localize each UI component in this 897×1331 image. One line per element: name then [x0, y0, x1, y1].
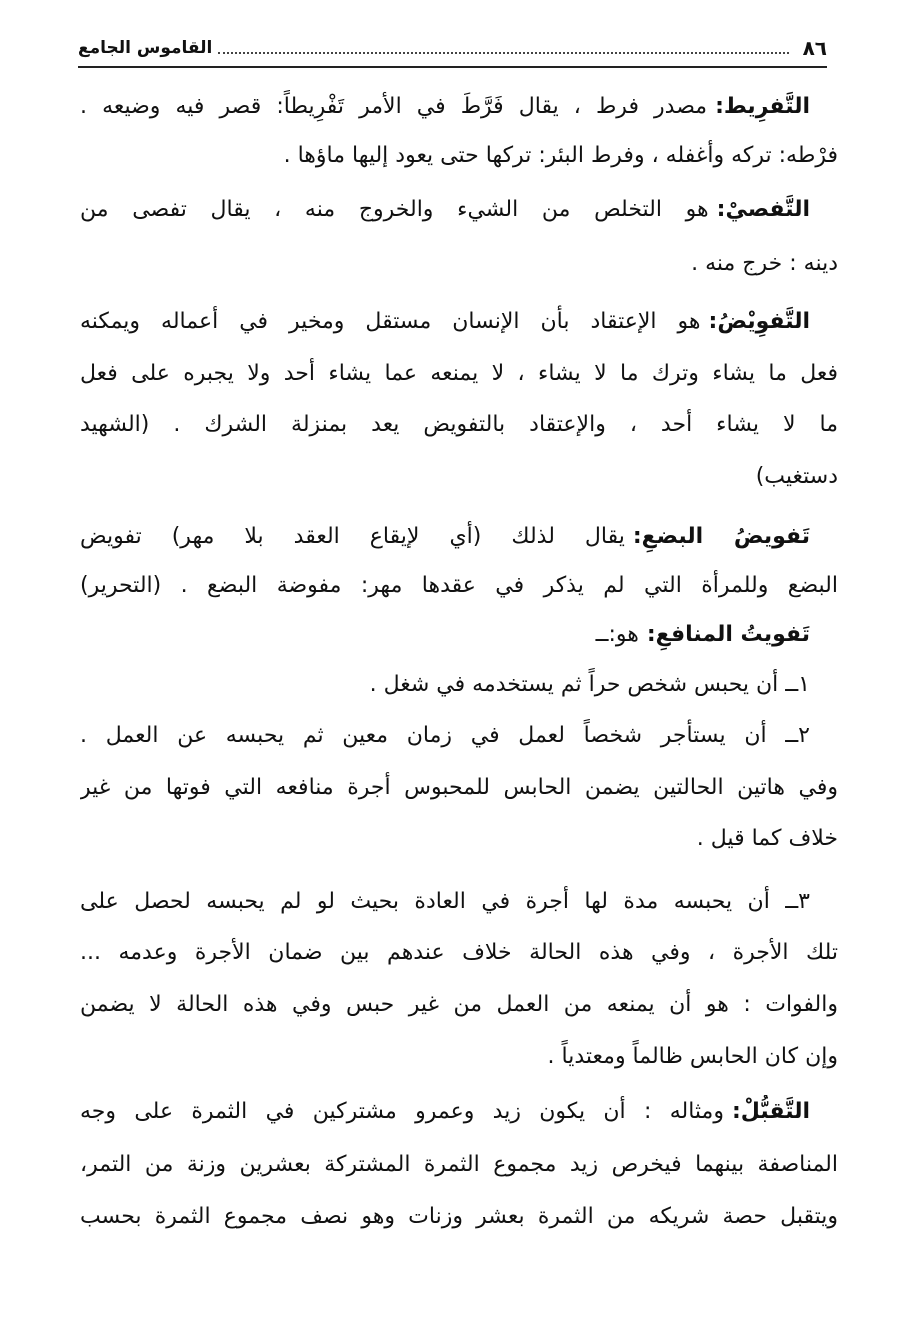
line-text: خلاف كما قيل . [696, 826, 838, 851]
headword: التَّفرِيط: [715, 94, 810, 119]
book-title: القاموس الجامع [78, 38, 213, 58]
headword: التَّفصيْ: [716, 197, 810, 222]
text-line [80, 357, 838, 391]
header-leader-dots [218, 52, 788, 54]
headword: تَفويتُ المنافعِ: [646, 622, 810, 647]
entry-headword-line [80, 520, 838, 554]
headword: تَفويضُ البضعِ: [632, 524, 810, 549]
text-line [80, 1040, 838, 1074]
line-text: دستغيب) [755, 464, 838, 489]
line-text: ويتقبل حصة شريكه من الثمرة بعشر وزنات وهو نصف مجموع الثمرة بحسب [80, 1204, 838, 1229]
line-text: ٢ــ أن يستأجر شخصاً لعمل في زمان معين ثم يحبسه عن العمل . [80, 723, 810, 748]
line-text: ومثاله : أن يكون زيد وعمرو مشتركين في الثمرة على وجه [80, 1099, 724, 1124]
line-text: المناصفة بينهما فيخرص زيد مجموع الثمرة المشتركة بعشرين وزنة من التمر، [80, 1152, 838, 1177]
line-text: ١ــ أن يحبس شخص حراً ثم يستخدمه في شغل . [369, 672, 810, 697]
line-text: البضع وللمرأة التي لم يذكر في عقدها مهر: مفوضة البضع . (التحرير) [80, 573, 838, 598]
text-line [80, 569, 838, 603]
text-line [80, 408, 838, 442]
text-line [80, 885, 838, 919]
text-line [80, 139, 838, 173]
entry-headword-line [80, 193, 838, 227]
text-line [80, 771, 838, 805]
text-line [80, 936, 838, 970]
text-line [80, 719, 838, 753]
line-text: هو الإعتقاد بأن الإنسان مستقل ومخير في أعماله ويمكنه [80, 309, 701, 334]
entry-headword-line [80, 1095, 838, 1129]
line-text: فرْطه: تركه وأغفله ، وفرط البئر: تركها حتى يعود إليها ماؤها . [283, 143, 838, 168]
text-line [80, 247, 838, 281]
entry-headword-line [80, 90, 838, 124]
line-text: والفوات : هو أن يمنعه من العمل من غير حبس وفي هذه الحالة لا يضمن [80, 992, 838, 1017]
line-text: مصدر فرط ، يقال فَرَّطَ في الأمر تَفْرِيطاً: قصر فيه وضيعه . [80, 94, 708, 119]
line-text: فعل ما يشاء وترك ما لا يشاء ، لا يمنعه عما يشاء أحد ولا يجبره على فعل [80, 361, 838, 386]
entry-headword-line [80, 305, 838, 339]
headword: التَّفوِيْضُ: [708, 309, 810, 334]
line-text: وإن كان الحابس ظالماً ومعتدياً . [547, 1044, 838, 1069]
headword: التَّقبُّلْ: [731, 1099, 810, 1124]
text-line [80, 1148, 838, 1182]
text-line [80, 988, 838, 1022]
text-line [80, 822, 838, 856]
running-header [78, 30, 827, 68]
entry-headword-line [80, 618, 838, 652]
line-text: هو:ــ [595, 622, 639, 647]
line-text: يقال لذلك (أي لإيقاع العقد بلا مهر) تفويض [80, 524, 625, 549]
text-line [80, 1200, 838, 1234]
line-text: تلك الأجرة ، وفي هذه الحالة خلاف عندهم بين ضمان الأجرة وعدمه ... [80, 940, 838, 965]
line-text: وفي هاتين الحالتين يضمن الحابس للمحبوس أجرة منافعه التي فوتها من غير [80, 775, 838, 800]
line-text: دينه : خرج منه . [691, 251, 838, 276]
text-line [80, 460, 838, 494]
line-text: ٣ــ أن يحبسه مدة لها أجرة في العادة بحيث لو لم يحبسه لحصل على [80, 889, 810, 914]
line-text: ما لا يشاء أحد ، والإعتقاد بالتفويض يعد بمنزلة الشرك . (الشهيد [80, 412, 838, 437]
text-line [80, 668, 838, 702]
page-number: ٨٦ [802, 36, 827, 60]
line-text: هو التخلص من الشيء والخروج منه ، يقال تفصى من [80, 197, 709, 222]
